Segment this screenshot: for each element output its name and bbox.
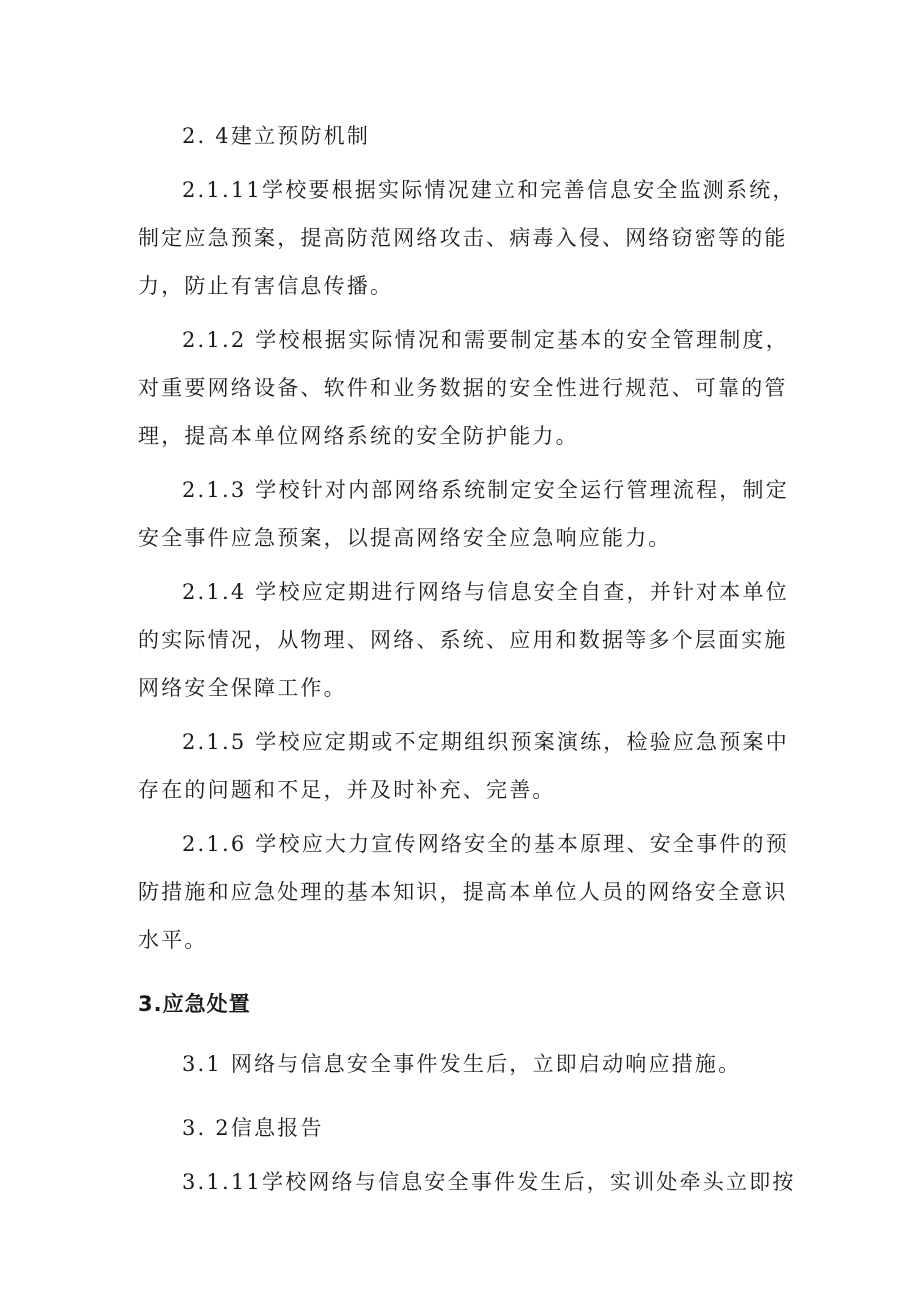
section-heading-3: 3.应急处置 <box>138 992 251 1016</box>
text-line: 网络安全保障工作。 <box>138 676 347 700</box>
text-line: 力，防止有害信息传播。 <box>138 274 394 298</box>
text-line: 制定应急预案，提高防范网络攻击、病毒入侵、网络窃密等的能 <box>138 226 788 250</box>
text-line: 对重要网络设备、软件和业务数据的安全性进行规范、可靠的管 <box>138 376 788 400</box>
text-line: 2.1.3 学校针对内部网络系统制定安全运行管理流程，制定 <box>182 478 789 502</box>
text-line: 的实际情况，从物理、网络、系统、应用和数据等多个层面实施 <box>138 628 788 652</box>
text-line: 安全事件应急预案，以提高网络安全应急响应能力。 <box>138 526 672 550</box>
text-line: 2.1.5 学校应定期或不定期组织预案演练，检验应急预案中 <box>182 730 789 754</box>
paragraph-2-1-4 <box>138 568 794 712</box>
paragraph-3-1-1 <box>138 1158 794 1206</box>
paragraph-2-1-6 <box>138 820 794 964</box>
text-line: 2.1.4 学校应定期进行网络与信息安全自查，并针对本单位 <box>182 580 789 604</box>
text-line: 水平。 <box>138 928 208 952</box>
text-line: 理，提高本单位网络系统的安全防护能力。 <box>138 424 579 448</box>
text-line: 2.1.6 学校应大力宣传网络安全的基本原理、安全事件的预 <box>182 832 789 856</box>
paragraph-3-1 <box>138 1040 794 1088</box>
section-title-2-4 <box>138 112 794 160</box>
text-line: 3. 2信息报告 <box>182 1116 324 1140</box>
paragraph-2-1-5 <box>138 718 794 814</box>
text-line: 2.1.2 学校根据实际情况和需要制定基本的安全管理制度， <box>182 328 789 352</box>
paragraph-2-1-3 <box>138 466 794 562</box>
section-title-3-2 <box>138 1104 794 1152</box>
text-line: 2. 4建立预防机制 <box>182 124 371 148</box>
paragraph-2-1-2 <box>138 316 794 460</box>
text-line: 防措施和应急处理的基本知识，提高本单位人员的网络安全意识 <box>138 880 788 904</box>
text-line: 存在的问题和不足，并及时补充、完善。 <box>138 778 556 802</box>
document-body <box>138 112 794 1206</box>
text-line: 3.1 网络与信息安全事件发生后，立即启动响应措施。 <box>182 1052 742 1076</box>
paragraph-2-1-1 <box>138 166 794 310</box>
text-line: 2.1.11学校要根据实际情况建立和完善信息安全监测系统， <box>182 178 796 202</box>
text-line: 3.1.11学校网络与信息安全事件发生后，实训处牵头立即按 <box>182 1170 796 1194</box>
